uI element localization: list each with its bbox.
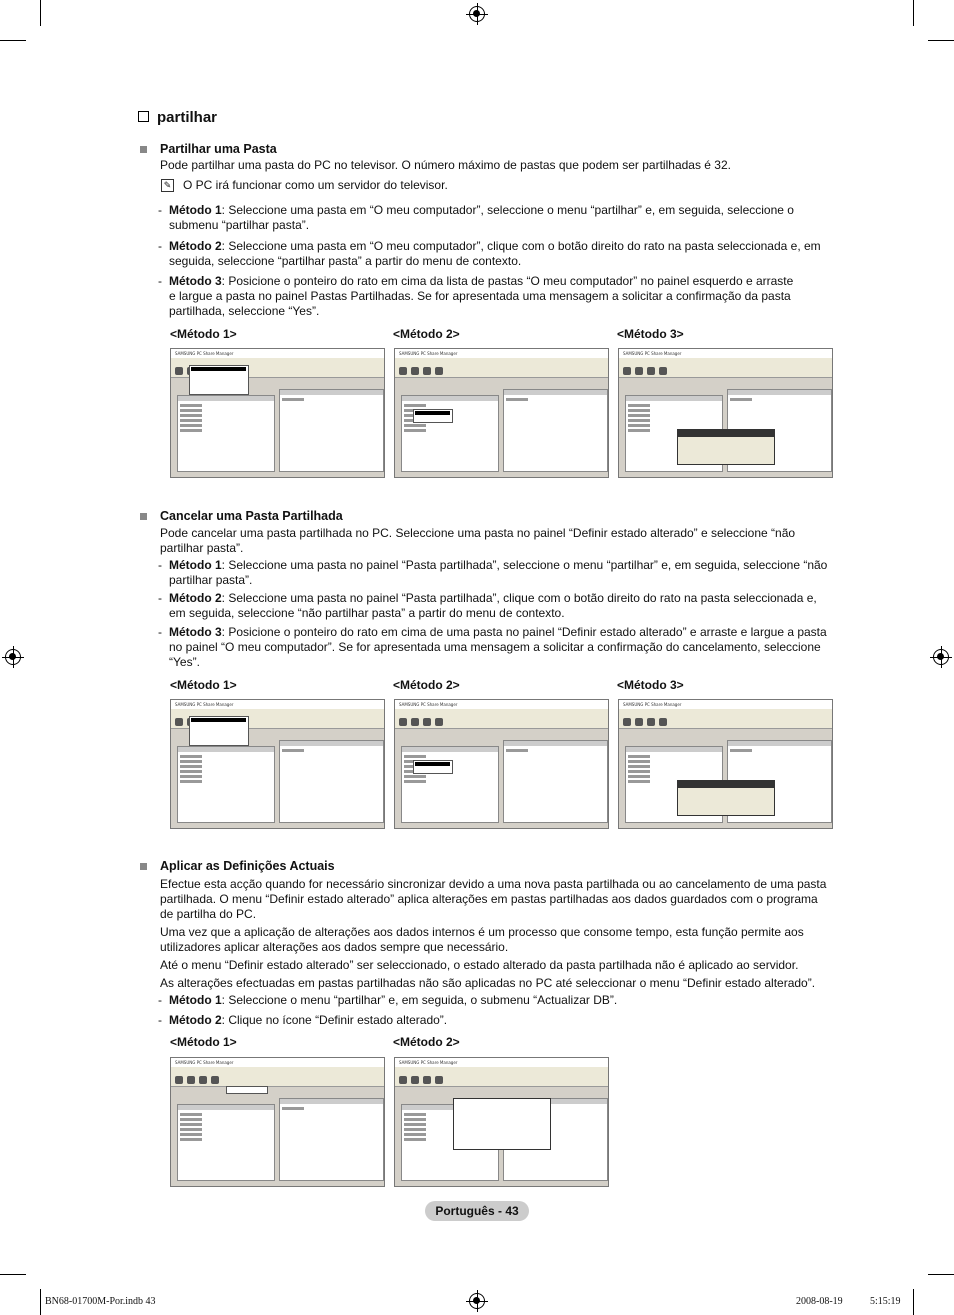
apply-p1-cont: partilhada. O menu “Definir estado alterado” aplica alterações em pastas partilhadas aos dados guardados com o programa — [160, 892, 818, 906]
folder-row — [506, 749, 528, 752]
list-dash: - — [158, 591, 162, 605]
bullet-square-icon — [140, 863, 147, 870]
folder-row — [404, 404, 426, 407]
app-toolbar — [395, 365, 608, 378]
cancel-intro-cont: partilhar pasta”. — [160, 541, 244, 555]
share-menu — [189, 716, 249, 746]
app-menubar — [395, 1067, 608, 1074]
pane-header — [280, 1099, 383, 1104]
registration-mark-icon — [5, 649, 21, 665]
share-method-3-cont: partilhada, seleccione “Yes”. — [169, 304, 320, 318]
app-screenshot — [170, 699, 385, 829]
folder-row — [180, 1138, 202, 1141]
toolbar-icon — [623, 367, 631, 375]
registration-mark-icon — [933, 649, 949, 665]
section-title-text: partilhar — [157, 109, 218, 126]
app-title: SAMSUNG PC Share Manager — [399, 1060, 458, 1065]
bullet-square-icon — [140, 513, 147, 520]
app-screenshot — [170, 1057, 385, 1187]
checkbox-square-icon — [138, 111, 149, 122]
apply-method-2 — [169, 1013, 447, 1028]
share-intro: Pode partilhar uma pasta do PC no televisor. O número máximo de pastas que podem ser partilhadas é 32. — [160, 158, 731, 172]
folder-row — [180, 1128, 202, 1131]
toolbar-icon — [187, 1076, 195, 1084]
toolbar-icon — [411, 718, 419, 726]
folder-row — [180, 770, 202, 773]
folder-row — [730, 398, 752, 401]
toolbar-icon — [399, 367, 407, 375]
app-title: SAMSUNG PC Share Manager — [399, 351, 458, 356]
method-text: : Clique no ícone “Definir estado alterado”. — [221, 1013, 448, 1027]
pane-header — [178, 396, 274, 401]
app-menubar — [619, 358, 832, 365]
app-title: SAMSUNG PC Share Manager — [175, 702, 234, 707]
apply-p2-cont: utilizadores aplicar alterações aos dados sempre que necessário. — [160, 940, 509, 954]
app-menubar — [171, 1067, 384, 1074]
method-label: Método 1 — [169, 993, 222, 1007]
folder-row — [180, 755, 202, 758]
folder-row — [628, 429, 650, 432]
folder-row — [180, 1118, 202, 1121]
toolbar-icon — [175, 718, 183, 726]
my-computer-pane — [177, 746, 275, 823]
folder-row — [628, 770, 650, 773]
crop-mark — [928, 1274, 954, 1275]
list-dash: - — [158, 558, 162, 572]
apply-p4: As alterações efectuadas em pastas partilhadas não são aplicadas no PC até seleccionar o menu “Definir estado alterado”. — [160, 976, 816, 990]
method-label: Método 2 — [169, 1013, 222, 1027]
menu-selection — [191, 718, 246, 722]
app-title: SAMSUNG PC Share Manager — [399, 702, 458, 707]
crop-mark — [0, 40, 26, 41]
cancel-intro: Pode cancelar uma pasta partilhada no PC. Seleccione uma pasta no painel “Definir estado alterado” e seleccione “não — [160, 526, 796, 540]
folder-row — [180, 409, 202, 412]
app-toolbar — [395, 716, 608, 729]
pane-header — [504, 390, 607, 395]
app-menubar — [395, 709, 608, 716]
pane-header — [626, 747, 722, 752]
cancel-method-2 — [169, 591, 817, 606]
folder-row — [180, 760, 202, 763]
my-computer-pane — [177, 395, 275, 472]
confirm-dialog — [677, 429, 775, 465]
pane-header — [504, 741, 607, 746]
method-text: : Seleccione uma pasta em “O meu computador”, seleccione o menu “partilhar” e, em seguida, seleccione o — [221, 203, 794, 217]
folder-row — [180, 765, 202, 768]
pane-header — [728, 390, 831, 395]
toolbar-icon — [399, 1076, 407, 1084]
method-label: Método 1 — [169, 203, 222, 217]
folder-row — [628, 755, 650, 758]
context-menu — [413, 760, 453, 774]
toolbar-icon — [175, 1076, 183, 1084]
note-icon: ✎ — [161, 179, 174, 192]
crop-mark — [913, 0, 914, 26]
method-text: : Seleccione uma pasta no painel “Pasta partilhada”, clique com o botão direito do rato na pasta seleccionada e, — [221, 591, 817, 605]
folder-row — [404, 1113, 426, 1116]
app-menubar — [395, 358, 608, 365]
folder-row — [628, 419, 650, 422]
toolbar-icon — [423, 1076, 431, 1084]
pane-header — [626, 396, 722, 401]
shot-label: <Método 1> — [170, 1035, 237, 1049]
share-method-2 — [169, 239, 821, 254]
method-text: : Posicione o ponteiro do rato em cima da lista de pastas “O meu computador” no painel esquerdo e arraste — [221, 274, 794, 288]
folder-row — [180, 404, 202, 407]
toolbar-icon — [423, 367, 431, 375]
app-title: SAMSUNG PC Share Manager — [175, 351, 234, 356]
apply-method-1 — [169, 993, 617, 1008]
app-menubar — [171, 358, 384, 365]
list-dash: - — [158, 1013, 162, 1027]
pane-header — [178, 747, 274, 752]
toolbar-icon — [659, 367, 667, 375]
cancel-method-3 — [169, 625, 827, 640]
folder-row — [628, 765, 650, 768]
folder-row — [180, 414, 202, 417]
toolbar-icon — [647, 367, 655, 375]
shared-folder-pane — [503, 389, 608, 472]
cancel-heading: Cancelar uma Pasta Partilhada — [160, 509, 343, 523]
app-menubar — [171, 709, 384, 716]
my-computer-pane — [401, 395, 499, 472]
method-label: Método 1 — [169, 558, 222, 572]
apply-p1-cont: de partilha do PC. — [160, 907, 257, 921]
method-label: Método 2 — [169, 591, 222, 605]
share-heading: Partilhar uma Pasta — [160, 142, 277, 156]
folder-row — [404, 429, 426, 432]
folder-row — [506, 398, 528, 401]
my-computer-pane — [177, 1104, 275, 1181]
footer-filename: BN68-01700M-Por.indb 43 — [45, 1296, 156, 1307]
my-computer-pane — [401, 746, 499, 823]
share-method-1-cont: submenu “partilhar pasta”. — [169, 218, 310, 232]
list-dash: - — [158, 274, 162, 288]
folder-row — [628, 414, 650, 417]
method-label: Método 3 — [169, 625, 222, 639]
method-text: : Seleccione o menu “partilhar” e, em seguida, o submenu “Actualizar DB”. — [221, 993, 618, 1007]
folder-row — [180, 1123, 202, 1126]
shot-label: <Método 2> — [393, 327, 460, 341]
share-method-3 — [169, 274, 793, 289]
app-toolbar — [395, 1074, 608, 1087]
menu-selection — [415, 411, 450, 415]
app-screenshot — [618, 348, 833, 478]
cancel-method-3-cont: no painel “O meu computador”. Se for apresentada uma mensagem a solicitar a confirmação do cancelamento, seleccione — [169, 640, 821, 654]
toolbar-icon — [175, 367, 183, 375]
app-menubar — [619, 709, 832, 716]
apply-p1: Efectue esta acção quando for necessário sincronizar devido a uma nova pasta partilhada ou ao cancelamento de uma pasta — [160, 877, 827, 891]
shot-label: <Método 1> — [170, 678, 237, 692]
folder-row — [628, 780, 650, 783]
section-title — [138, 109, 217, 126]
folder-row — [404, 1128, 426, 1131]
footer-date: 2008-08-19 — [796, 1296, 843, 1307]
toolbar-icon — [435, 1076, 443, 1084]
toolbar-icon — [423, 718, 431, 726]
folder-row — [282, 1107, 304, 1110]
apply-heading: Aplicar as Definições Actuais — [160, 859, 335, 873]
shot-label: <Método 2> — [393, 678, 460, 692]
toolbar-icon — [635, 718, 643, 726]
method-text: : Seleccione uma pasta em “O meu computador”, clique com o botão direito do rato na pasta seleccionada e, em — [221, 239, 821, 253]
shot-label: <Método 3> — [617, 678, 684, 692]
toolbar-icon — [435, 718, 443, 726]
folder-row — [180, 1113, 202, 1116]
method-text: : Posicione o ponteiro do rato em cima de uma pasta no painel “Definir estado alterado” e arraste e largue a pasta — [221, 625, 827, 639]
tooltip — [226, 1086, 268, 1094]
folder-row — [628, 409, 650, 412]
folder-row — [628, 760, 650, 763]
toolbar-icon — [399, 718, 407, 726]
confirm-dialog — [677, 780, 775, 816]
page-number-badge: Português - 43 — [425, 1201, 529, 1221]
list-dash: - — [158, 993, 162, 1007]
folder-row — [404, 780, 426, 783]
app-screenshot — [394, 348, 609, 478]
app-screenshot — [394, 699, 609, 829]
method-label: Método 2 — [169, 239, 222, 253]
shared-folder-pane — [279, 1098, 384, 1181]
folder-row — [404, 1138, 426, 1141]
crop-mark — [928, 40, 954, 41]
crop-mark — [0, 1274, 26, 1275]
bullet-square-icon — [140, 146, 147, 153]
toolbar-icon — [435, 367, 443, 375]
registration-mark-icon — [469, 6, 485, 22]
folder-row — [180, 775, 202, 778]
cancel-method-1 — [169, 558, 827, 573]
app-screenshot — [618, 699, 833, 829]
folder-row — [404, 1118, 426, 1121]
toolbar-icon — [411, 1076, 419, 1084]
cancel-method-3-cont: “Yes”. — [169, 655, 200, 669]
folder-row — [404, 1123, 426, 1126]
share-note: O PC irá funcionar como um servidor do televisor. — [183, 178, 448, 192]
shared-folder-pane — [279, 389, 384, 472]
folder-row — [180, 424, 202, 427]
pane-header — [280, 390, 383, 395]
folder-row — [730, 749, 752, 752]
dialog-titlebar — [678, 781, 774, 788]
folder-row — [404, 424, 426, 427]
shot-label: <Método 1> — [170, 327, 237, 341]
app-toolbar — [171, 1074, 384, 1087]
shot-label: <Método 2> — [393, 1035, 460, 1049]
app-title: SAMSUNG PC Share Manager — [175, 1060, 234, 1065]
crop-mark — [40, 1289, 41, 1315]
toolbar-icon — [411, 367, 419, 375]
folder-row — [628, 775, 650, 778]
toolbar-icon — [647, 718, 655, 726]
crop-mark — [913, 1289, 914, 1315]
folder-row — [404, 1133, 426, 1136]
pane-header — [402, 747, 498, 752]
share-method-1 — [169, 203, 794, 218]
list-dash: - — [158, 203, 162, 217]
toolbar-icon — [623, 718, 631, 726]
context-menu — [413, 409, 453, 423]
app-title: SAMSUNG PC Share Manager — [623, 702, 682, 707]
footer-time: 5:15:19 — [870, 1296, 901, 1307]
menu-selection — [191, 367, 246, 371]
dialog-titlebar — [678, 430, 774, 437]
shared-folder-pane — [279, 740, 384, 823]
crop-mark — [40, 0, 41, 26]
folder-row — [180, 419, 202, 422]
menu-selection — [415, 762, 450, 766]
pane-header — [402, 396, 498, 401]
toolbar-icon — [211, 1076, 219, 1084]
folder-row — [404, 755, 426, 758]
cancel-method-2-cont: em seguida, seleccione “não partilhar pasta” a partir do menu de contexto. — [169, 606, 565, 620]
cancel-method-1-cont: partilhar pasta”. — [169, 573, 253, 587]
share-method-3-cont: e largue a pasta no painel Pastas Partilhadas. Se for apresentada uma mensagem a solicitar a confirmação da pasta — [169, 289, 791, 303]
pane-header — [728, 741, 831, 746]
apply-p2: Uma vez que a aplicação de alterações aos dados internos é um processo que consome tempo, esta função permite aos — [160, 925, 804, 939]
folder-row — [282, 398, 304, 401]
folder-row — [180, 780, 202, 783]
folder-row — [404, 775, 426, 778]
list-dash: - — [158, 625, 162, 639]
registration-mark-icon — [469, 1293, 485, 1309]
folder-row — [628, 404, 650, 407]
apply-p3: Até o menu “Definir estado alterado” ser seleccionado, o estado alterado da pasta partilhada não é aplicado ao servidor. — [160, 958, 799, 972]
app-screenshot — [170, 348, 385, 478]
share-menu — [189, 365, 249, 395]
toolbar-icon — [199, 1076, 207, 1084]
progress-dialog — [453, 1098, 551, 1150]
pane-header — [280, 741, 383, 746]
app-screenshot — [394, 1057, 609, 1187]
toolbar-icon — [659, 718, 667, 726]
folder-row — [628, 424, 650, 427]
app-toolbar — [619, 365, 832, 378]
folder-row — [282, 749, 304, 752]
method-text: : Seleccione uma pasta no painel “Pasta partilhada”, seleccione o menu “partilhar” e, em seguida, seleccione “não — [221, 558, 828, 572]
method-label: Método 3 — [169, 274, 222, 288]
shared-folder-pane — [503, 740, 608, 823]
app-toolbar — [619, 716, 832, 729]
shot-label: <Método 3> — [617, 327, 684, 341]
pane-header — [178, 1105, 274, 1110]
toolbar-icon — [635, 367, 643, 375]
app-title: SAMSUNG PC Share Manager — [623, 351, 682, 356]
folder-row — [180, 429, 202, 432]
list-dash: - — [158, 239, 162, 253]
share-method-2-cont: seguida, seleccione “partilhar pasta” a partir do menu de contexto. — [169, 254, 522, 268]
folder-row — [180, 1133, 202, 1136]
